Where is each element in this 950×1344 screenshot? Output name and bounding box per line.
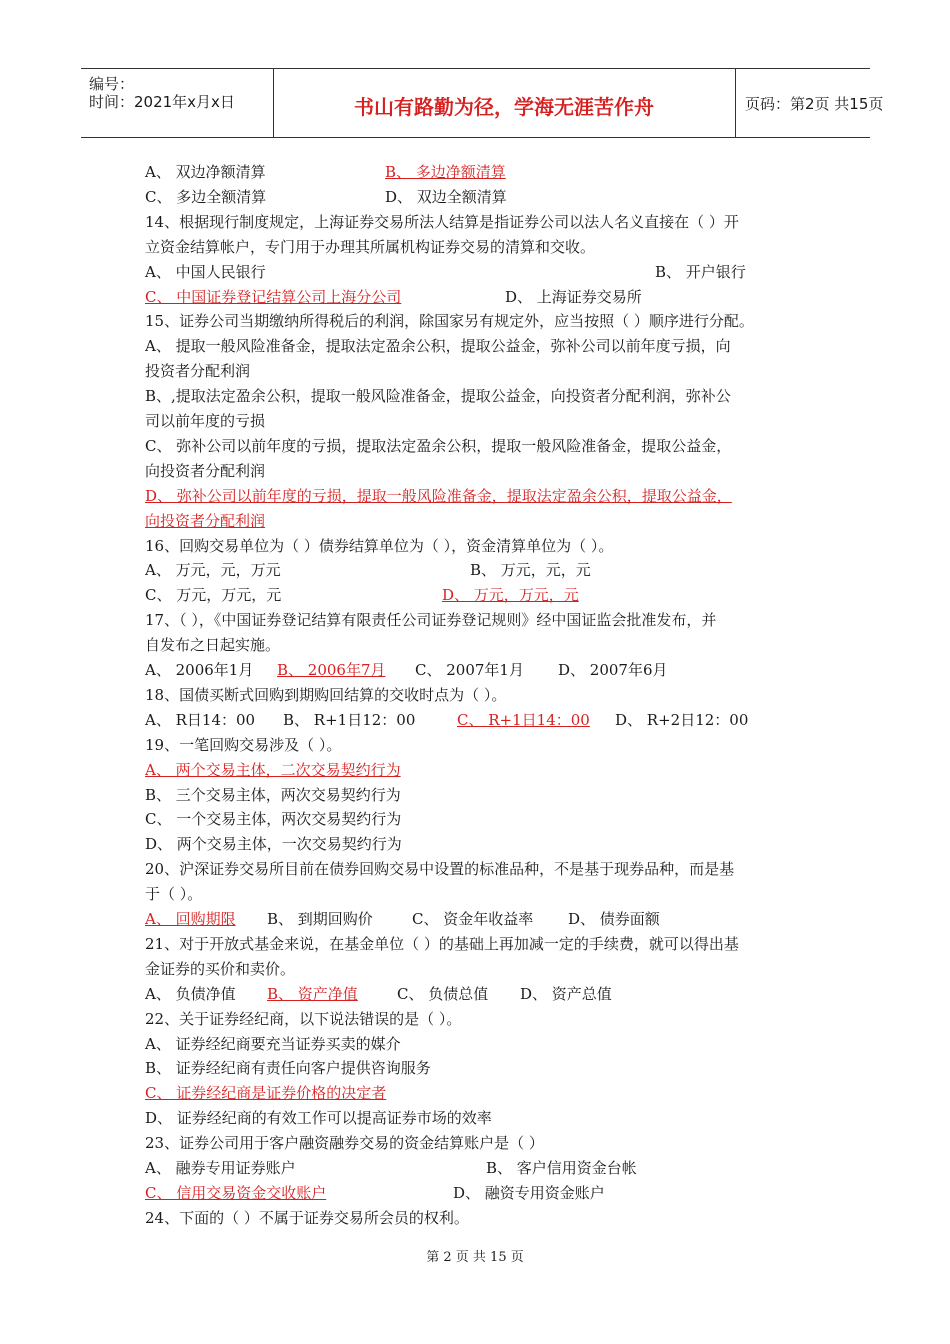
- line-text: B、 证券经纪商有责任向客户提供咨询服务: [145, 1059, 431, 1078]
- line-text: A、 双边净额清算: [145, 163, 266, 181]
- answer-text: A、 回购期限: [145, 910, 236, 928]
- answer-text: 向投资者分配利润: [145, 511, 266, 530]
- line-text: C、 负债总值: [397, 984, 489, 1003]
- line-text: A、 证券经纪商要充当证券买卖的媒介: [145, 1034, 401, 1053]
- header-page-cell: [735, 69, 884, 137]
- line-text: A、 万元，元，万元: [145, 561, 281, 580]
- line-text: 15、证券公司当期缴纳所得税后的利润，除国家另有规定外，应当按照（ ）顺序进行分配。: [145, 312, 754, 331]
- answer-text: C、 R+1日14：00: [457, 710, 590, 729]
- line-text: 20、沪深证券交易所目前在债券回购交易中设置的标准品种，不是基于现券品种，而是基: [145, 860, 735, 879]
- page-footer: 第 2 页 共 15 页: [426, 1250, 524, 1265]
- header-info-cell: [81, 69, 274, 137]
- line-text: 22、关于证券经纪商，以下说法错误的是（ ）。: [145, 1009, 462, 1028]
- line-text: D、 融资专用资金账户: [453, 1183, 605, 1202]
- line-text: 14、根据现行制度规定，上海证券交易所法人结算是指证券公司以法人名义直接在（ ）开: [145, 212, 739, 231]
- answer-text: D、 万元，万元，元: [442, 586, 579, 605]
- motto: 书山有路勤为径，学海无涯苦作舟: [354, 95, 654, 119]
- page-header: [81, 68, 884, 138]
- header-motto-cell: [273, 69, 736, 137]
- line-text: D、 R+2日12：00: [615, 710, 749, 729]
- line-text: D、 上海证券交易所: [505, 287, 642, 306]
- line-text: A、 提取一般风险准备金，提取法定盈余公积，提取公益金，弥补公司以前年度亏损，向: [145, 337, 731, 356]
- line-text: C、 资金年收益率: [412, 910, 534, 928]
- line-text: B、 三个交易主体，两次交易契约行为: [145, 785, 401, 804]
- answer-text: A、 两个交易主体，二次交易契约行为: [145, 760, 401, 779]
- line-text: D、 债券面额: [568, 910, 660, 928]
- line-text: C、 多边全额清算: [145, 187, 267, 206]
- line-text: A、 2006年1月: [145, 661, 254, 679]
- line-text: 16、回购交易单位为（ ）债券结算单位为（ ），资金清算单位为（ ）。: [145, 536, 614, 555]
- line-text: B、 客户信用资金台帐: [486, 1159, 637, 1177]
- line-text: 司以前年度的亏损: [145, 412, 266, 430]
- answer-text: C、 证券经纪商是证券价格的决定者: [145, 1084, 387, 1103]
- answer-text: C、 信用交易资金交收账户: [145, 1183, 327, 1202]
- line-text: 17、（ ），《中国证券登记结算有限责任公司证券登记规则》经中国证监会批准发布，并: [145, 611, 717, 630]
- answer-text: C、 中国证券登记结算公司上海分公司: [145, 287, 402, 306]
- line-text: B、,提取法定盈余公积，提取一般风险准备金，提取公益金，向投资者分配利润，弥补公: [145, 387, 731, 406]
- answer-text: B、 2006年7月: [277, 661, 386, 679]
- line-text: A、 R日14：00: [145, 710, 256, 729]
- line-text: D、 2007年6月: [558, 661, 668, 679]
- line-text: D、 资产总值: [520, 984, 612, 1003]
- line-text: C、 2007年1月: [415, 661, 524, 679]
- page-code: 页码：第2页 共15页: [745, 95, 884, 113]
- answer-text: B、 资产净值: [267, 984, 358, 1003]
- line-text: C、 万元，万元，元: [145, 586, 282, 605]
- line-text: D、 证券经纪商的有效工作可以提高证券市场的效率: [145, 1109, 492, 1128]
- line-text: 向投资者分配利润: [145, 461, 266, 480]
- line-text: 自发布之日起实施。: [145, 636, 281, 655]
- time-label: 时间：2021年x月x日: [89, 93, 235, 111]
- line-text: D、 双边全额清算: [385, 187, 507, 206]
- answer-text: D、 弥补公司以前年度的亏损，提取一般风险准备金，提取法定盈余公积，提取公益金，: [145, 486, 732, 505]
- line-text: B、 到期回购价: [267, 910, 373, 928]
- line-text: D、 两个交易主体，一次交易契约行为: [145, 835, 402, 854]
- line-text: 金证券的买价和卖价。: [145, 959, 296, 978]
- line-text: B、 万元，元，元: [470, 561, 591, 580]
- line-text: 投资者分配利润: [145, 362, 251, 381]
- line-text: A、 中国人民银行: [145, 262, 266, 281]
- line-text: B、 R+1日12：00: [283, 710, 416, 729]
- line-text: 于（ ）。: [145, 885, 203, 904]
- line-text: C、 弥补公司以前年度的亏损，提取法定盈余公积，提取一般风险准备金，提取公益金，: [145, 436, 732, 455]
- number-label: 编号：: [89, 75, 135, 93]
- line-text: B、 开户银行: [655, 262, 746, 281]
- line-text: A、 融券专用证券账户: [145, 1159, 296, 1177]
- line-text: 24、下面的（ ）不属于证券交易所会员的权利。: [145, 1208, 469, 1227]
- line-text: A、 负债净值: [145, 984, 236, 1003]
- line-text: C、 一个交易主体，两次交易契约行为: [145, 810, 402, 829]
- line-text: 23、证券公司用于客户融资融券交易的资金结算账户是（ ）: [145, 1134, 544, 1153]
- line-text: 18、国债买断式回购到期购回结算的交收时点为（ ）。: [145, 685, 507, 704]
- answer-text: B、 多边净额清算: [385, 163, 506, 181]
- line-text: 21、对于开放式基金来说，在基金单位（ ）的基础上再加减一定的手续费，就可以得出基: [145, 934, 739, 953]
- line-text: 19、一笔回购交易涉及（ ）。: [145, 735, 342, 754]
- line-text: 立资金结算帐户，专门用于办理其所属机构证券交易的清算和交收。: [145, 237, 596, 256]
